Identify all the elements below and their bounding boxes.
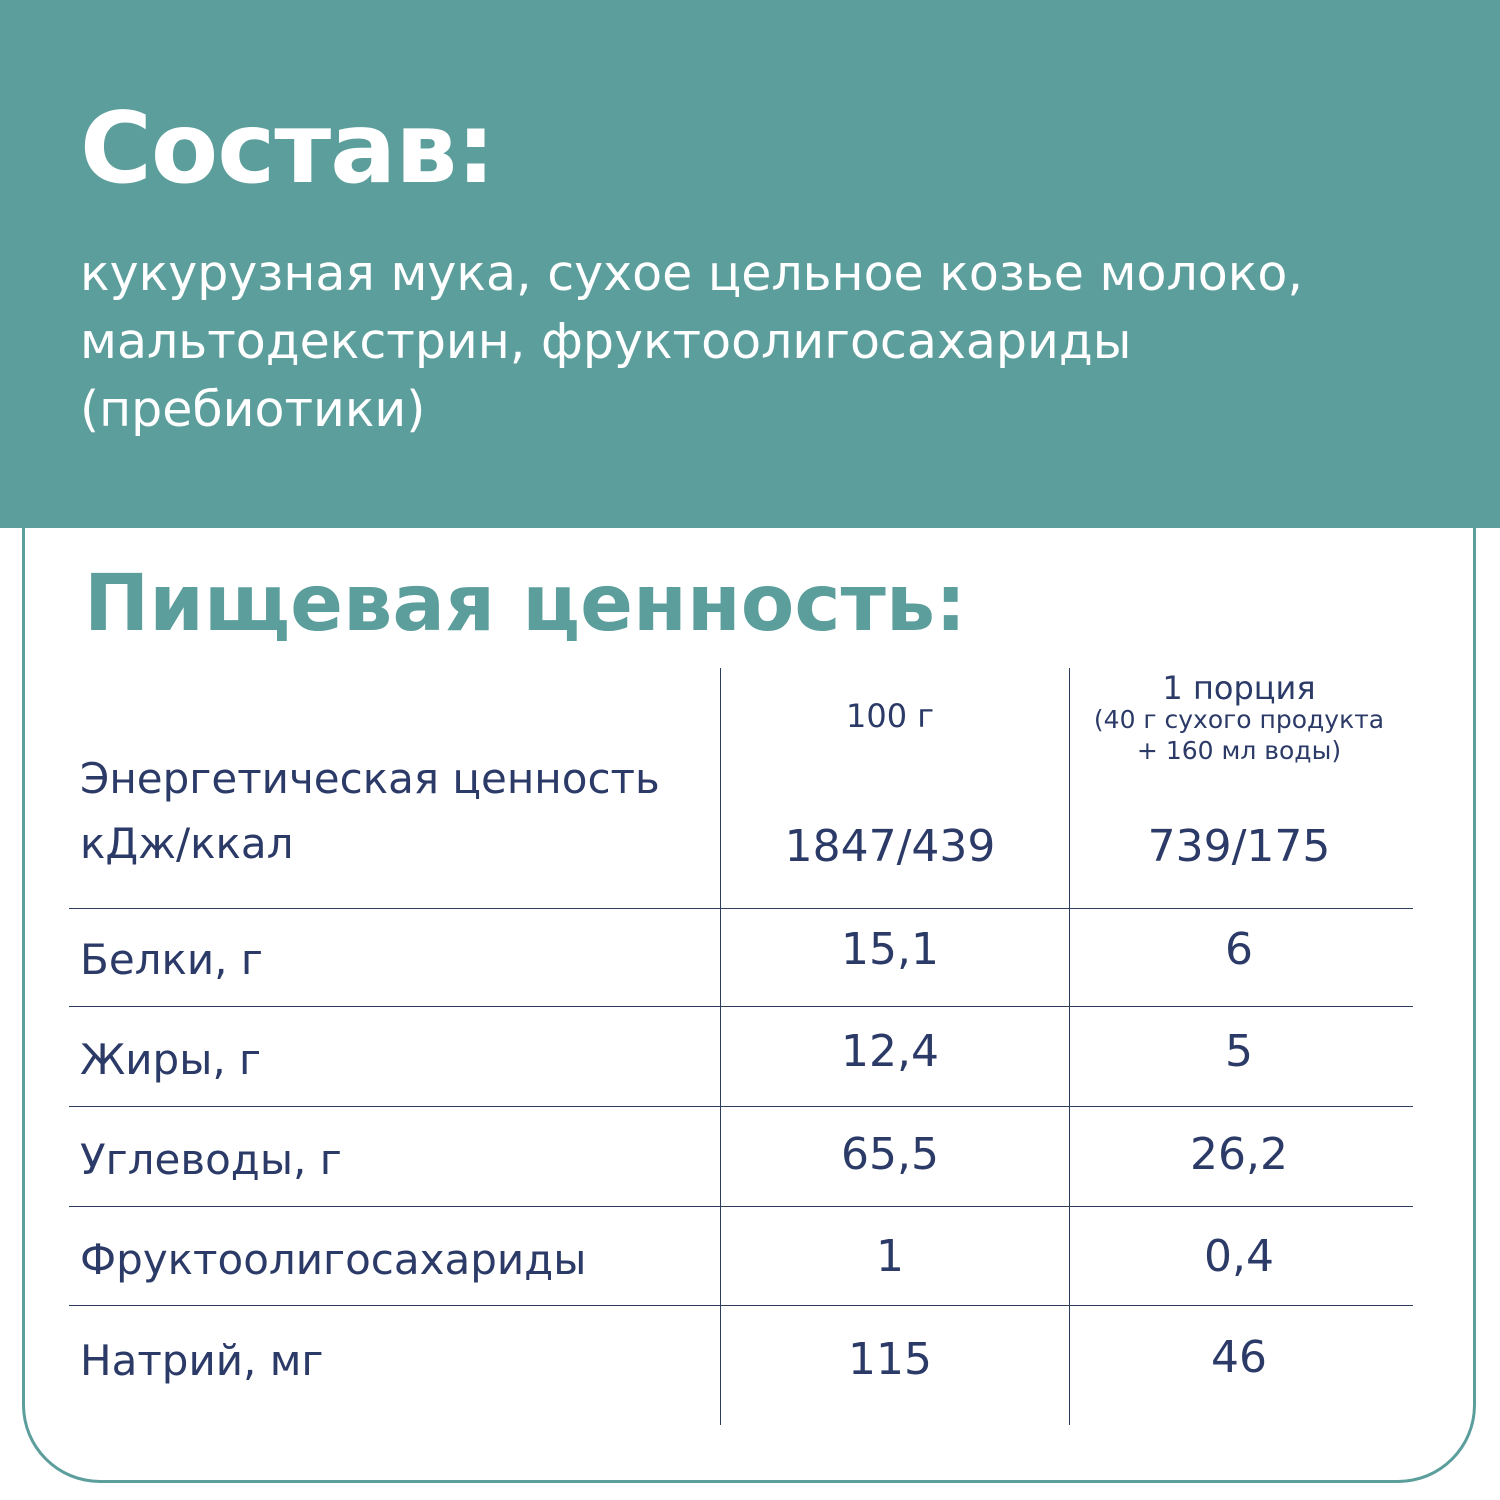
row-divider	[69, 1206, 1413, 1207]
value-per100: 65,5	[841, 1129, 939, 1180]
composition-text	[80, 240, 1410, 444]
value-per100: 115	[848, 1334, 932, 1385]
row-label-sodium: Натрий, мг	[80, 1336, 324, 1385]
value-per100: 1847/439	[784, 821, 996, 872]
col-header-portion-sub: + 160 мл воды)	[1136, 736, 1342, 765]
composition-line: (пребиотики)	[80, 381, 426, 438]
value-portion: 26,2	[1190, 1129, 1288, 1180]
col-header-portion: 1 порция	[1162, 669, 1316, 707]
value-portion: 0,4	[1204, 1231, 1274, 1282]
col-header-per100: 100 г	[845, 697, 935, 735]
row-divider	[69, 1006, 1413, 1007]
row-label-carbs: Углеводы, г	[80, 1135, 342, 1184]
row-divider	[69, 908, 1413, 909]
composition-line: мальтодекстрин, фруктоолигосахариды	[80, 313, 1132, 370]
row-label-protein: Белки, г	[80, 935, 263, 984]
row-divider	[69, 1305, 1413, 1306]
row-divider	[69, 1106, 1413, 1107]
value-per100: 12,4	[841, 1026, 939, 1077]
composition-title: Состав:	[80, 92, 495, 206]
value-portion: 739/175	[1147, 821, 1331, 872]
col-header-portion-sub: (40 г сухого продукта	[1093, 705, 1385, 734]
value-portion: 5	[1225, 1026, 1253, 1077]
value-portion: 46	[1211, 1332, 1267, 1383]
composition-line: кукурузная мука, сухое цельное козье молоко,	[80, 245, 1303, 302]
value-per100: 15,1	[841, 924, 939, 975]
row-label-fat: Жиры, г	[80, 1035, 262, 1084]
row-label-energy-unit: кДж/ккал	[80, 819, 294, 868]
value-portion: 6	[1225, 924, 1253, 975]
row-label-fos: Фруктоолигосахариды	[80, 1235, 587, 1284]
composition-band	[0, 0, 1500, 528]
value-per100: 1	[876, 1231, 904, 1282]
nutrition-table	[69, 668, 1413, 1425]
row-label-energy: Энергетическая ценность	[80, 754, 660, 803]
nutrition-title: Пищевая ценность:	[84, 559, 967, 649]
